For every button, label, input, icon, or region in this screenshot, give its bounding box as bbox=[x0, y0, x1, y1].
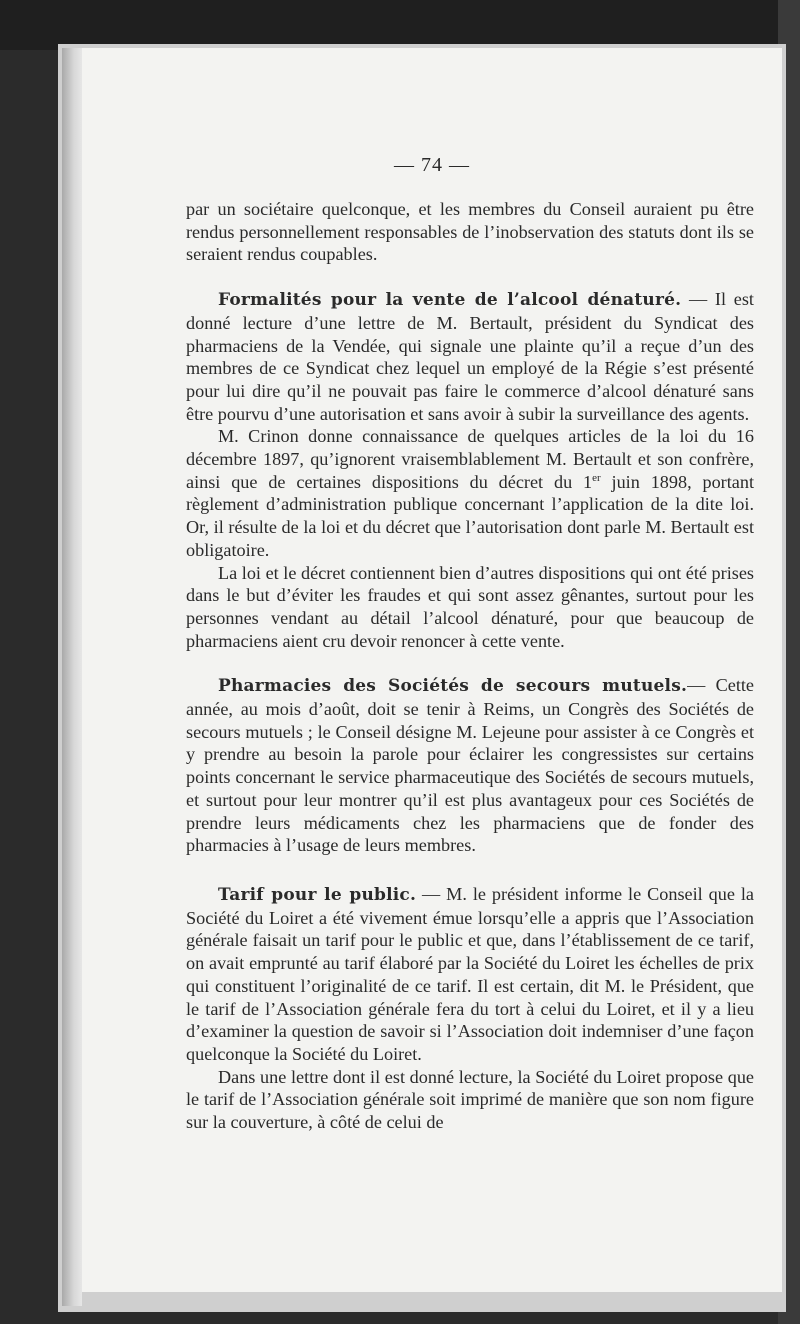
page-binding-edge bbox=[62, 48, 82, 1306]
section-heading-tarif: Tarif pour le public. bbox=[218, 884, 417, 905]
scan-background-top bbox=[0, 0, 800, 50]
paragraph-text: Dans une lettre dont il est donné lecture, la Société du Loiret propose que le tarif de l’Association générale soit imprimé de manière que son nom figure sur la couverture, à côté de celui de bbox=[186, 1066, 754, 1133]
paragraph-text: — Cette année, au mois d’août, doit se tenir à Reims, un Congrès des Sociétés de secours mutuels ; le Conseil désigne M. Lejeune pour assister à ce Congrès et y prendre au besoin la parole pour éclairer les congressistes sur certains points concernant le service pharmaceutique des Sociétés de secours mutuels, et surtout pour leur montrer qu’il est plus avantageux pour ces Sociétés de prendre leurs médicaments chez les pharmaciens que de fonder des pharmacies à l’usage de leurs membres. bbox=[186, 675, 754, 856]
paragraph-loi-decret bbox=[186, 562, 754, 653]
paragraph-text: M. Crinon donne connaissance de quelques articles de la loi du 16 décembre 1897, qu’ignorent vraisemblablement M. Bertault et son confrère, ainsi que de certaines dispositions du décret du 1 bbox=[186, 426, 754, 492]
paragraph-text: — M. le président informe le Conseil que la Société du Loiret a été vivement émue lorsqu’elle a appris que l’Association générale faisait un tarif pour le public et que, dans l’établissement de ce tarif, on avait emprunté au tarif élaboré par la Société du Loiret les échelles de prix qui constituent l’originalité de ce tarif. Il est certain, dit M. le Président, que le tarif de l’Association générale fera du tort à celui du Loiret, et il y a lieu d’examiner la question de savoir si l’Association doit indemniser d’une façon quelconque la Société du Loiret. bbox=[186, 883, 755, 1064]
section-heading-alcool: Formalités pour la vente de l’alcool dénaturé. bbox=[218, 290, 682, 311]
section-heading-pharmacies: Pharmacies des Sociétés de secours mutuels. bbox=[218, 676, 688, 697]
paragraph-pharmacies-societes bbox=[186, 674, 754, 857]
paragraph-lettre-loiret bbox=[186, 1066, 754, 1134]
paragraph-alcool-denature bbox=[186, 288, 754, 425]
superscript-er: er bbox=[592, 471, 601, 484]
paragraph-text: — Il est donné lecture d’une lettre de M. Bertault, président du Syndicat des pharmaciens de la Vendée, qui signale une plainte qu’il a reçue d’un des membres de ce Syndicat chez lequel un employé de la Régie s’est présenté pour lui dire qu’il ne pouvait pas faire le commerce d’alcool dénaturé sans être pourvu d’une autorisation et sans avoir à subir la surveillance des agents. bbox=[186, 289, 754, 424]
paragraph-continuation bbox=[186, 198, 754, 266]
paragraph-text: La loi et le décret contiennent bien d’autres dispositions qui ont été prises dans le but d’éviter les fraudes et qui sont assez gênantes, surtout pour les personnes vendant au détail l’alcool dénaturé, pour que beaucoup de pharmaciens aient cru devoir renoncer à cette vente. bbox=[186, 562, 754, 651]
paragraph-crinon bbox=[186, 425, 754, 561]
paragraph-tarif-public bbox=[186, 883, 754, 1066]
paragraph-text: juin 1898, portant règlement d’administration publique concernant l’application de la dite loi. Or, il résulte de la loi et du décret que l’autorisation dont parle M. Bertault est obligatoire. bbox=[186, 471, 754, 560]
paragraph-text: par un sociétaire quelconque, et les membres du Conseil auraient pu être rendus personnellement responsables de l’inobservation des statuts dont ils se seraient rendus coupables. bbox=[186, 199, 754, 265]
body-text bbox=[186, 198, 754, 1134]
page-number: — 74 — bbox=[394, 154, 470, 176]
document-page bbox=[82, 48, 782, 1292]
